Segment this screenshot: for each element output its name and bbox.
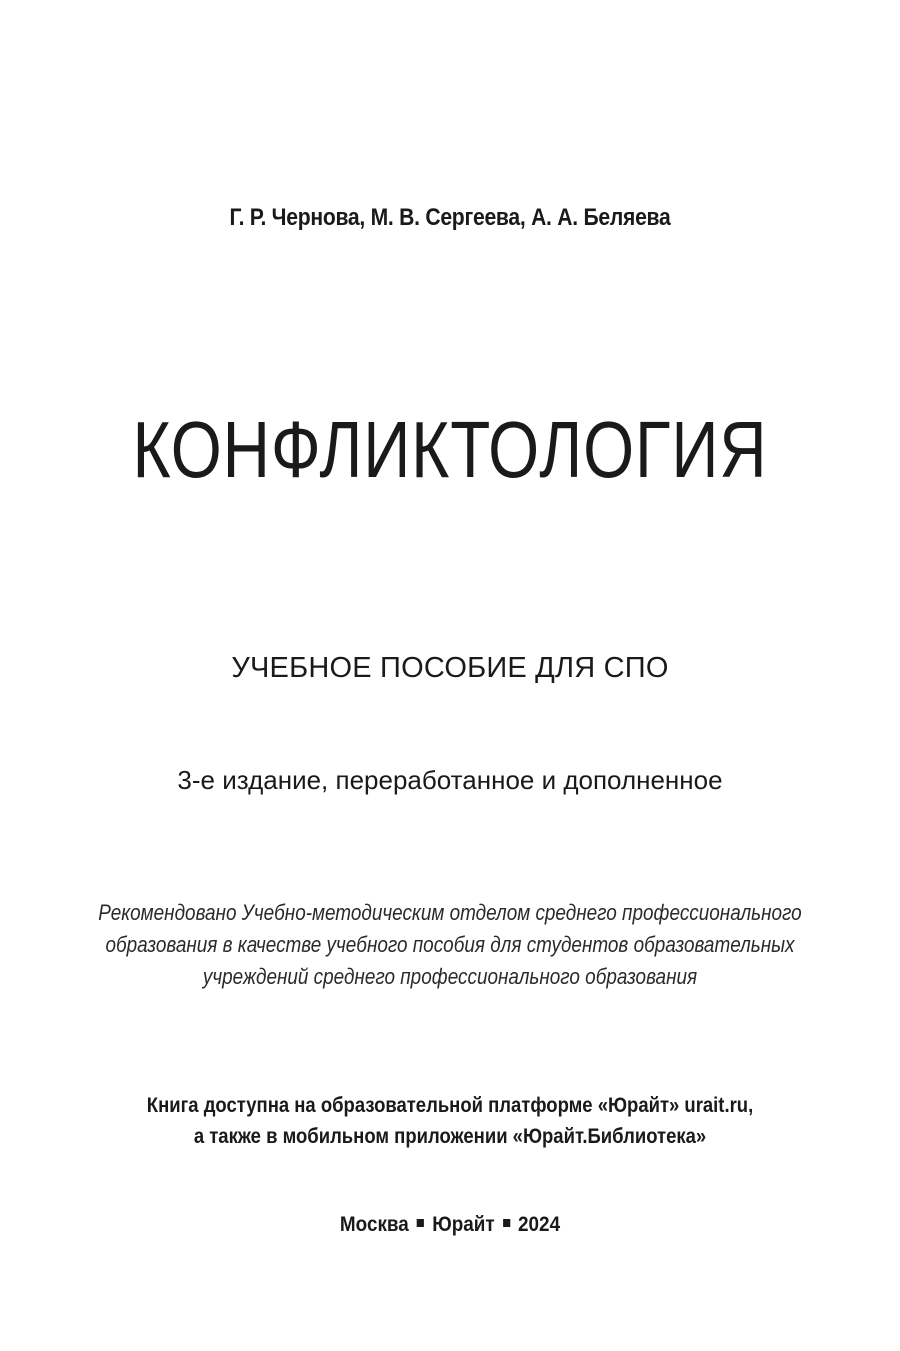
book-title: КОНФЛИКТОЛОГИЯ [132,405,768,494]
imprint-year: 2024 [518,1213,561,1236]
imprint [45,1213,855,1237]
book-subtitle: УЧЕБНОЕ ПОСОБИЕ ДЛЯ СПО [231,652,669,684]
recommendation-line-2: образования в качестве учебного пособия для студентов образовательных [105,932,795,957]
recommendation-line-1: Рекомендовано Учебно-методическим отделом среднего профессионального [98,900,802,925]
recommendation-line-3: учреждений среднего профессионального образования [202,964,698,989]
imprint-city: Москва [339,1213,409,1236]
edition-info: 3-е издание, переработанное и дополненное [177,765,723,795]
availability-line-2: а также в мобильном приложении «Юрайт.Библиотека» [193,1125,707,1148]
availability-line-1: Книга доступна на образовательной платформе «Юрайт» urait.ru, [146,1094,754,1117]
square-separator-icon [503,1219,510,1227]
authors: Г. Р. Чернова, М. В. Сергеева, А. А. Беляева [229,204,671,231]
recommendation-note [63,897,837,993]
availability-note [54,1090,846,1152]
imprint-publisher: Юрайт [432,1213,495,1236]
square-separator-icon [417,1219,424,1227]
